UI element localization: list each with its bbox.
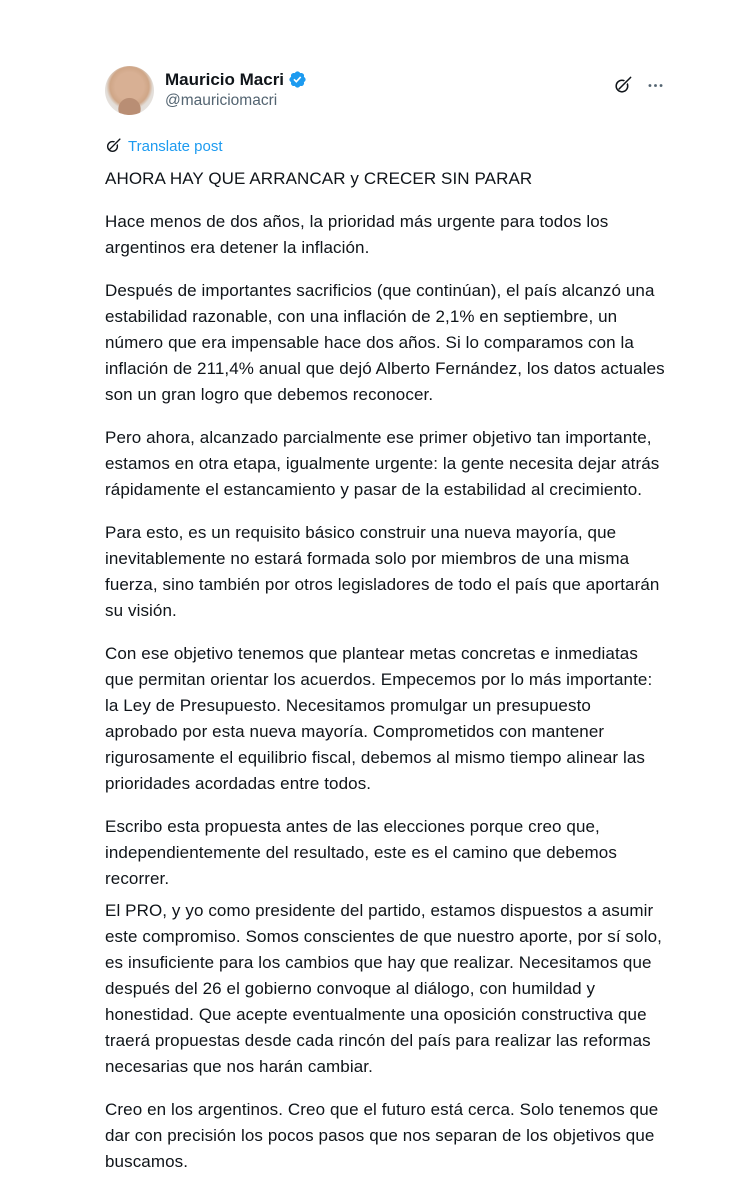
post-paragraph: Hace menos de dos años, la prioridad más urgente para todos los argentinos era detener la inflación.	[105, 212, 609, 257]
translate-post-link[interactable]	[105, 136, 223, 156]
more-icon[interactable]	[646, 76, 665, 95]
post-paragraph: Escribo esta propuesta antes de las elecciones porque creo que, independientemente del resultado, este es el camino que debemos recorrer.	[105, 817, 617, 888]
post-title-line: AHORA HAY QUE ARRANCAR y CRECER SIN PARAR	[105, 169, 533, 188]
verified-badge-icon	[288, 70, 307, 89]
post-paragraph: Con ese objetivo tenemos que plantear metas concretas e inmediatas que permitan orientar los acuerdos. Empecemos por lo más importante: la Ley de Presupuesto. Necesitamos promulgar un presupuesto aprobado por esta nueva mayoría. Comprometidos con mantener rigurosamente el equilibrio fiscal, debemos al mismo tiempo alinear las prioridades acordadas entre todos.	[105, 644, 653, 793]
avatar[interactable]	[105, 66, 154, 115]
author-name[interactable]: Mauricio Macri	[165, 70, 285, 89]
header-actions	[613, 66, 665, 95]
author-handle[interactable]: @mauriciomacri	[165, 92, 278, 109]
translate-label: Translate post	[128, 137, 223, 155]
post-paragraph: Después de importantes sacrificios (que continúan), el país alcanzó una estabilidad razonable, con una inflación de 2,1% en septiembre, un número que era impensable hace dos años. Si lo comparamos con la inflación de 211,4% anual que dejó Alberto Fernández, los datos actuales son un gran logro que debemos reconocer.	[105, 281, 665, 404]
grok-translate-icon	[105, 138, 121, 154]
grok-icon[interactable]	[613, 76, 632, 95]
post-paragraphs	[105, 209, 665, 1175]
post-paragraph: Para esto, es un requisito básico construir una nueva mayoría, que inevitablemente no estará formada solo por miembros de una misma fuerza, sino también por otros legisladores de todo el país que aportarán su visión.	[105, 523, 660, 620]
post-body	[105, 166, 665, 1175]
post-paragraph: Pero ahora, alcanzado parcialmente ese primer objetivo tan importante, estamos en otra etapa, igualmente urgente: la gente necesita dejar atrás rápidamente el estancamiento y pasar de la estabilidad al crecimiento.	[105, 428, 660, 499]
post-header	[105, 66, 665, 115]
author-block	[165, 66, 307, 111]
post-paragraph: Creo en los argentinos. Creo que el futuro está cerca. Solo tenemos que dar con precisión los pocos pasos que nos separan de los objetivos que buscamos.	[105, 1100, 659, 1171]
post-paragraph: El PRO, y yo como presidente del partido, estamos dispuestos a asumir este compromiso. Somos conscientes de que nuestro aporte, por sí solo, es insuficiente para los cambios que hay que realizar. Necesitamos que después del 26 el gobierno convoque al diálogo, con humildad y honestidad. Que acepte eventualmente una oposición constructiva que traerá propuestas desde cada rincón del país para realizar las reformas necesarias que nos harán cambiar.	[105, 901, 662, 1076]
author-name-row	[165, 69, 307, 90]
